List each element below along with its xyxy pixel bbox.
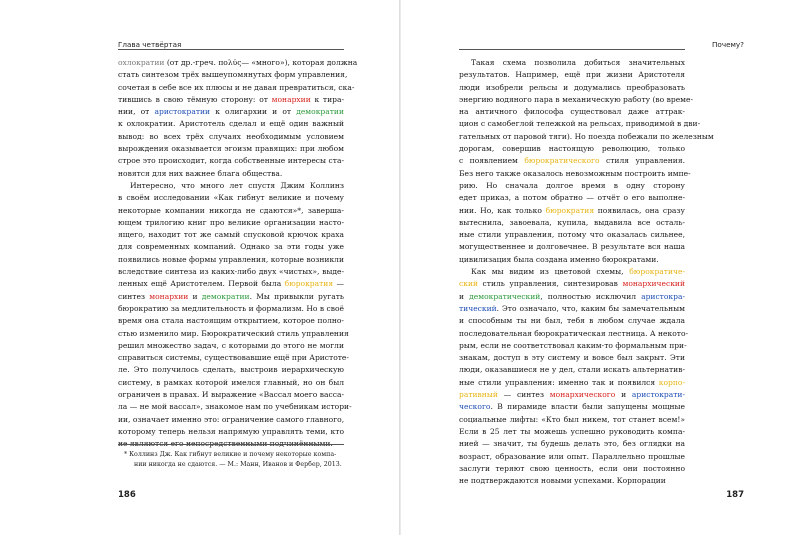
text-line [118, 364, 344, 376]
text-line [118, 192, 344, 204]
text-run: люди изобрели рельсы и додумались преобразовать [459, 82, 685, 92]
text-run: решил множество задач, с которыми до этого не могли [118, 340, 344, 350]
text-line [459, 414, 685, 426]
text-run: энергию водяного пара в механическую работу (во време- [459, 94, 694, 104]
text-run: Как мы видим из цветовой схемы, [471, 267, 630, 277]
text-line [459, 94, 694, 106]
text-run: синтез [118, 291, 150, 301]
text-run: ленных ещё Аристотелем. Первой была [118, 279, 285, 289]
text-line [459, 438, 685, 450]
left-page [0, 0, 399, 535]
text-run: цион с самобеглой тележкой на рельсах, приводимой в дви- [459, 119, 701, 129]
text-run: ле. Это получилось сделать, выстроив иерархическую [118, 365, 344, 375]
text-run: рым, если не соответствовал каким-то формальным при- [459, 340, 687, 350]
text-line [459, 229, 685, 241]
highlighted-term: демократии [296, 107, 344, 117]
text-line [118, 205, 344, 217]
header-rule [118, 49, 344, 50]
text-line [459, 168, 691, 180]
text-line [118, 328, 349, 340]
footnote-rule [118, 444, 344, 445]
highlighted-term: бюрократия [284, 279, 334, 289]
body-text [459, 57, 714, 487]
text-line [118, 254, 344, 266]
text-run: появились новые формы управления, которые возникли [118, 254, 344, 264]
text-run: — синтез [497, 390, 550, 400]
page-number: 187 [726, 490, 744, 500]
text-line [118, 82, 355, 94]
text-run: стать синтезом трёх вышеупомянутых форм управления, [118, 70, 348, 80]
highlighted-term: ский [459, 279, 479, 289]
text-run: — [333, 279, 345, 289]
text-run: рию. Но сначала долгое время в одну сторону [459, 180, 685, 190]
highlighted-term: аристократии [154, 107, 211, 117]
text-run: ющем трилогию книг про великие организации насто- [118, 217, 344, 227]
text-run: . Это означало, что, каким бы замечательным [496, 303, 685, 313]
text-run: ии, означает именно это: ограничение самого главного, [118, 414, 345, 424]
text-line [118, 377, 344, 389]
text-run: вследствие синтеза из каких-либо двух «чистых», выде- [118, 267, 344, 277]
text-run: нией — значит, ты будешь делать это, без оглядки на [459, 439, 685, 449]
text-line [459, 463, 685, 475]
text-line [459, 69, 685, 81]
text-run: бюрократию за медлительность и формализм. Но в своё [118, 303, 344, 313]
text-run: к охлократии. Аристотель сделал и ещё один важный [118, 119, 344, 129]
highlighted-term: монархии [271, 94, 311, 104]
text-line [459, 217, 685, 229]
text-run: социальные лифты: «Кто был никем, тот станет всем!» [459, 414, 685, 424]
text-line [118, 69, 348, 81]
text-line [459, 451, 685, 463]
highlighted-term: аристокра- [641, 291, 685, 301]
text-run: Без него также оказалось невозможным построить импе- [459, 168, 691, 178]
text-run: Если в 25 лет ты можешь успешно руководить компа- [459, 426, 685, 436]
text-line [459, 118, 701, 130]
highlighted-term: монархии [149, 291, 189, 301]
text-line [118, 143, 344, 155]
text-run: тившись в свою тёмную сторону: от [118, 94, 272, 104]
text-run: люди, оказавшиеся не у дел, стали искать альтернатив- [459, 365, 685, 375]
highlighted-term: охлократии [118, 58, 165, 67]
text-line [118, 168, 344, 180]
highlighted-term: аристократи- [631, 390, 686, 400]
text-run: . В пирамиде власти были запущены мощные [490, 402, 685, 412]
text-line [118, 278, 344, 290]
text-run: стиля управления. [599, 156, 685, 166]
text-run: дорогам, совершив настоящую революцию, только [459, 144, 685, 154]
text-run: не подтверждаются новыми успехами. Корпорации [459, 476, 666, 486]
text-run: вывод: во всех трёх случаях необходимым условием [118, 131, 344, 141]
text-line [459, 401, 685, 413]
text-line [118, 266, 344, 278]
text-line [459, 82, 685, 94]
body-text [118, 57, 358, 451]
highlighted-term: бюрократия [545, 205, 595, 215]
text-line [459, 143, 685, 155]
highlighted-term: тический [459, 303, 497, 313]
text-line [118, 426, 344, 438]
highlighted-term: бюрократиче- [629, 267, 685, 277]
text-run: ограничен в правах. И выражение «Вассал моего васса- [118, 390, 344, 400]
text-run: и [459, 291, 470, 301]
text-run: . Мы привыкли ругать [249, 291, 344, 301]
text-run: и [188, 291, 202, 301]
text-line [459, 278, 685, 290]
highlighted-term: корпо- [658, 377, 685, 387]
text-line [118, 414, 344, 426]
text-line [459, 155, 685, 167]
text-run: нии. Но, как только [459, 205, 546, 215]
text-run: гательных от паровой тяги). Но поезда побежали по железным [459, 131, 714, 141]
text-run: ла — не мой вассал», знакомое нам по учебникам истори- [118, 402, 352, 412]
text-line [459, 377, 685, 389]
text-run: с появлением [459, 156, 525, 166]
footnote-line: нии никогда не сдаются. — М.: Манн, Иванов и Фербер, 2013. [134, 461, 342, 468]
text-run: вырождения оказывается эгоизм правящих: при любом [118, 144, 344, 154]
text-run: (от др.-греч. πολύς— «много»), которая должна [164, 58, 358, 67]
highlighted-term: демократии [201, 291, 250, 301]
text-run: которому теперь нельзя напрямую управлять теми, кто [118, 426, 344, 436]
text-run: новятся для них важнее блага общества. [118, 168, 283, 178]
text-line [118, 389, 344, 401]
footnote [124, 450, 340, 470]
text-run: появилась, она сразу [594, 205, 685, 215]
text-line [118, 180, 344, 192]
running-head: Почему? [712, 40, 744, 49]
text-line [459, 426, 685, 438]
text-run: знакам, доступ в эту систему и вовсе был закрыт. Эти [459, 353, 685, 363]
text-line [459, 57, 685, 69]
highlighted-term: монархический [622, 279, 685, 289]
text-run: стью изменило мир. Бюрократический стиль управления [118, 328, 349, 338]
text-line [459, 192, 685, 204]
text-run: справиться системы, существовавшие ещё при Аристоте- [118, 353, 349, 363]
text-run: заслуги теряют свою ценность, если они постоянно [459, 463, 685, 473]
text-line [459, 303, 685, 315]
text-line [118, 131, 344, 143]
text-line [459, 352, 685, 364]
highlighted-term: демократический [469, 291, 541, 301]
text-run: возраст, образование или опыт. Параллельно прошлые [459, 451, 685, 461]
text-run: ящего, находит тот же самый спусковой крючок краха [118, 230, 344, 240]
highlighted-term: бюрократического [524, 156, 600, 166]
text-run: вытеснила, завоевала, купила, выдавила все осталь- [459, 217, 685, 227]
text-run: не являются его непосредственными подчинёнными. [118, 439, 333, 449]
text-run: стиль управления, синтезировав [478, 279, 623, 289]
text-line [459, 291, 685, 303]
text-run: результатов. Например, ещё при жизни Аристотеля [459, 70, 685, 80]
text-line [459, 106, 685, 118]
text-line [459, 205, 685, 217]
text-line [459, 241, 685, 253]
text-run: систему, в рамках которой имелся главный, но он был [118, 377, 344, 387]
text-line [118, 315, 344, 327]
text-line [459, 180, 685, 192]
text-line [118, 106, 344, 118]
text-run: на античного философа существовал даже аттрак- [459, 107, 685, 117]
text-run: и способным ты ни был, тебя в любом случае ждала [459, 316, 685, 326]
text-line [118, 241, 344, 253]
text-line [118, 94, 344, 106]
text-line [459, 475, 685, 487]
text-run: время она стала настоящим открытием, которое полно- [118, 316, 344, 326]
highlighted-term: монархического [549, 390, 616, 400]
text-run: сочетая в себе все их плюсы и не давая превратиться, ска- [118, 82, 355, 92]
highlighted-term: ративный [459, 390, 498, 400]
footnote-line: * Коллинз Дж. Как гибнут великие и почему некоторые компа- [124, 451, 337, 458]
text-run: Интересно, что много лет спустя Джим Коллинз [130, 180, 344, 190]
text-run: едет приказ, а потом обратно — отчёт о его выполне- [459, 193, 685, 203]
text-line [118, 303, 344, 315]
running-head: Глава четвёртая [118, 40, 182, 49]
text-line [459, 328, 689, 340]
text-line [118, 401, 352, 413]
text-line [459, 340, 685, 352]
text-run: , полностью исключил [540, 291, 642, 301]
text-run: строе это происходит, когда собственные интересы ста- [118, 156, 344, 166]
text-line [459, 266, 685, 278]
text-line [118, 352, 349, 364]
text-run: в своём исследовании «Как гибнут великие и почему [118, 193, 344, 203]
text-line [118, 291, 344, 303]
text-line [118, 229, 344, 241]
text-run: последовательная бюрократическая лестница. А некото- [459, 328, 689, 338]
text-run: и [615, 390, 632, 400]
text-line [118, 340, 344, 352]
text-run: цивилизация была создана именно бюрократами. [459, 254, 659, 264]
text-run: ные стили управления: именно так и появился [459, 377, 659, 387]
text-run: нии, от [118, 107, 155, 117]
text-line [459, 254, 685, 266]
text-line [118, 155, 344, 167]
page-number: 186 [118, 490, 136, 500]
text-run: могущественнее и долговечнее. В результате вся наша [459, 242, 685, 252]
text-line [459, 364, 685, 376]
header-rule [459, 49, 685, 50]
text-line [459, 131, 714, 143]
text-line [118, 118, 344, 130]
text-line [118, 57, 358, 69]
text-run: ные стили управления, потому что оказалась сильнее, [459, 230, 685, 240]
text-run: к тира- [310, 94, 344, 104]
right-page [401, 0, 800, 535]
text-run: для современных компаний. Однако за эти годы уже [118, 242, 344, 252]
text-line [459, 389, 685, 401]
text-run: к олигархии и от [210, 107, 297, 117]
text-line [118, 217, 344, 229]
text-line [459, 315, 685, 327]
highlighted-term: ческого [459, 402, 491, 412]
text-run: некоторые компании никогда не сдаются»*, заверша- [118, 205, 344, 215]
text-run: Такая схема позволила добиться значительных [471, 58, 685, 67]
